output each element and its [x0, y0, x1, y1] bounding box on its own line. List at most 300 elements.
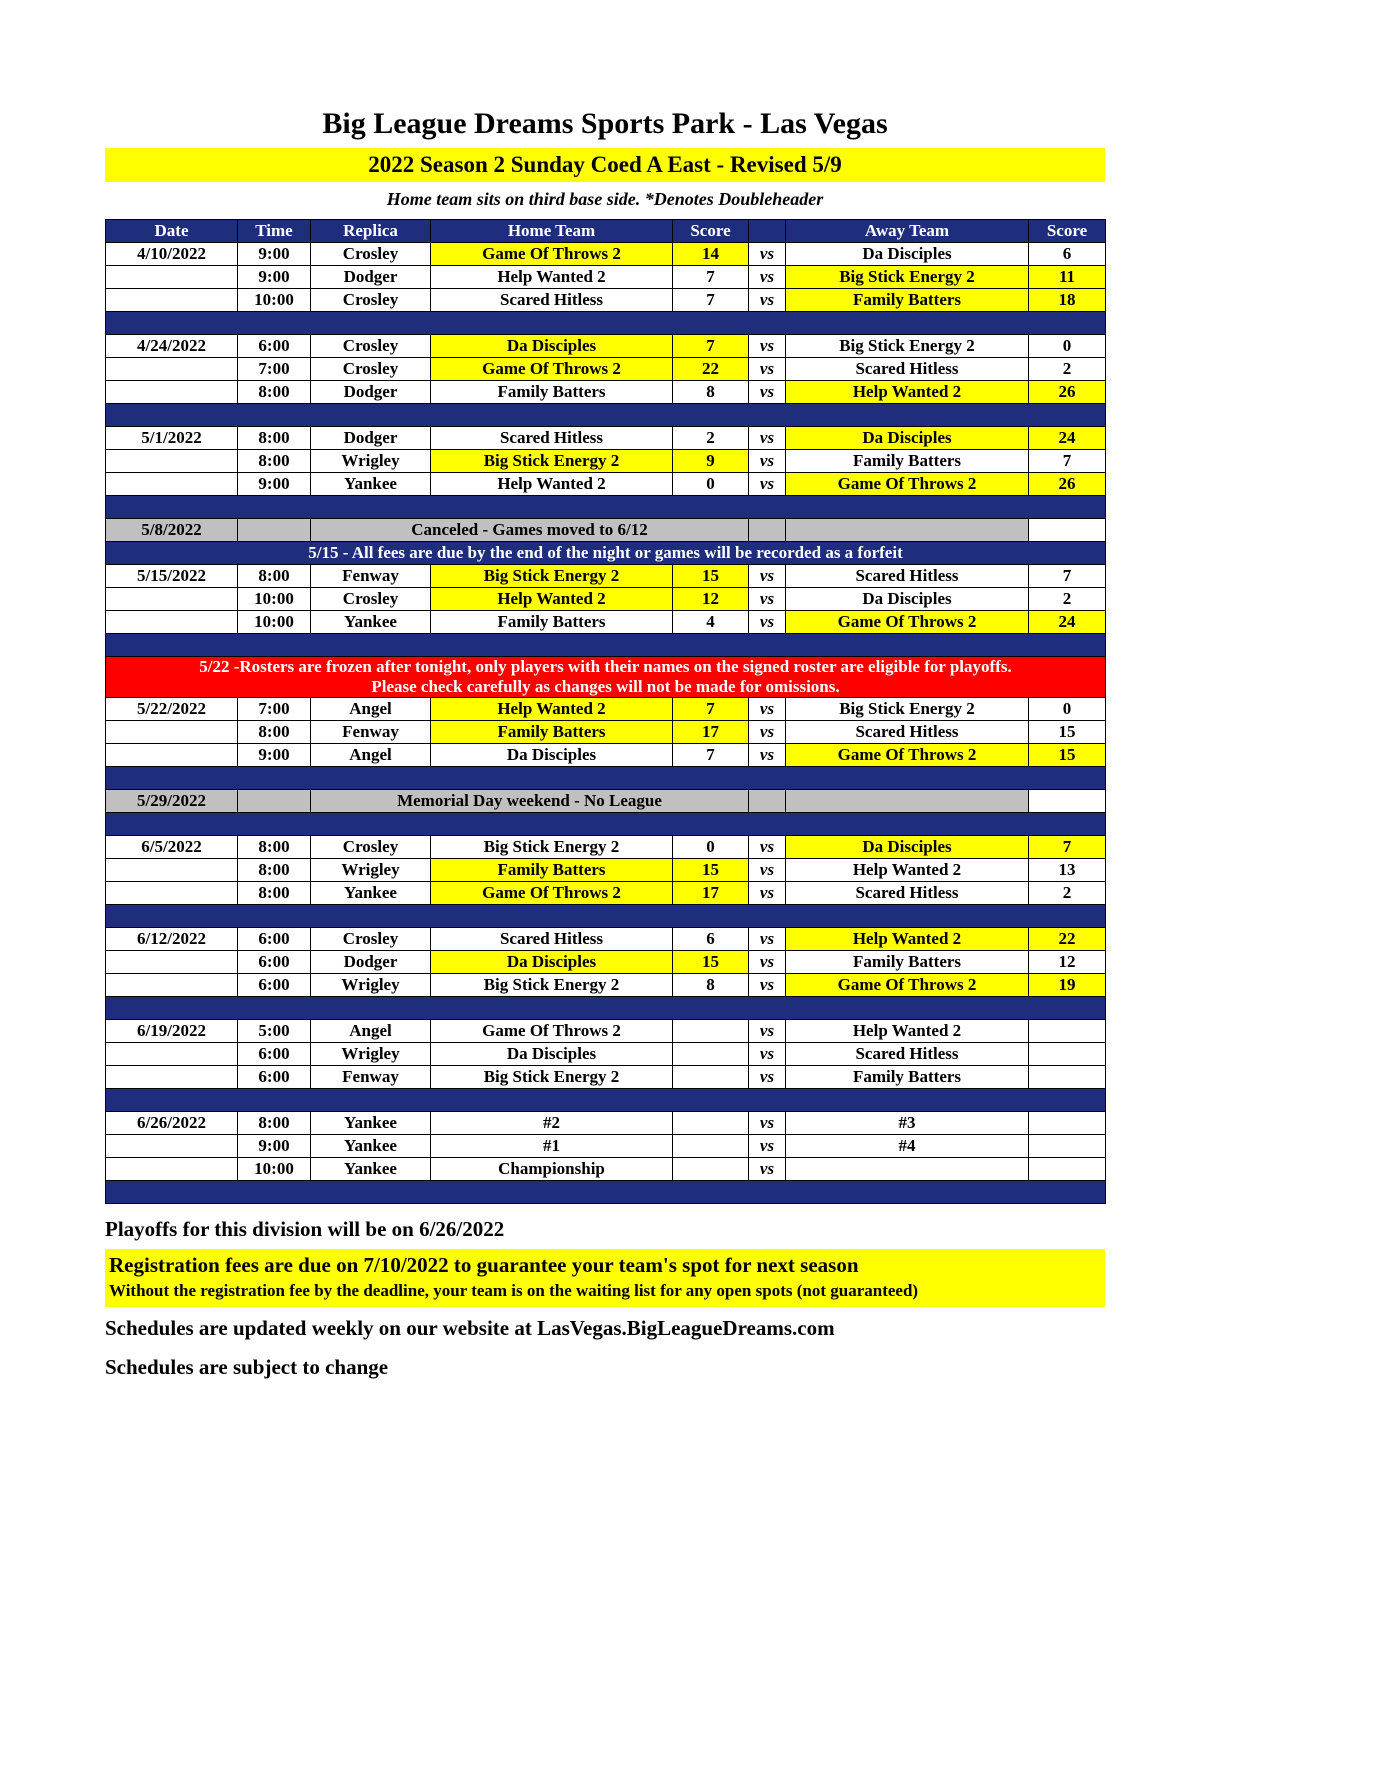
home-score-cell: 9 [673, 450, 749, 473]
vs-label: vs [749, 588, 786, 611]
vs-label: vs [749, 1043, 786, 1066]
away-team-cell: Game Of Throws 2 [786, 473, 1029, 496]
schedule-table [105, 219, 1106, 1204]
away-team-cell: Game Of Throws 2 [786, 744, 1029, 767]
date-cell: 5/1/2022 [106, 427, 238, 450]
time-cell: 7:00 [238, 698, 311, 721]
registration-line-1: Registration fees are due on 7/10/2022 to guarantee your team's spot for next season [109, 1253, 859, 1277]
away-score-cell: 7 [1029, 450, 1106, 473]
spacer-row [106, 767, 1106, 790]
away-team-cell: Scared Hitless [786, 721, 1029, 744]
home-team-cell: Championship [431, 1158, 673, 1181]
home-team-cell: Game Of Throws 2 [431, 882, 673, 905]
spacer-row [106, 496, 1106, 519]
home-score-cell: 7 [673, 266, 749, 289]
replica-cell: Crosley [311, 335, 431, 358]
replica-cell: Crosley [311, 358, 431, 381]
vs-label: vs [749, 1066, 786, 1089]
vs-cell [749, 790, 786, 813]
date-cell [106, 974, 238, 997]
spacer-row [106, 1089, 1106, 1112]
away-score-cell: 7 [1029, 836, 1106, 859]
date-cell: 6/5/2022 [106, 836, 238, 859]
replica-cell: Angel [311, 1020, 431, 1043]
date-cell [106, 744, 238, 767]
vs-label: vs [749, 882, 786, 905]
canceled-text-cell: Canceled - Games moved to 6/12 [311, 519, 749, 542]
time-cell: 8:00 [238, 859, 311, 882]
date-cell: 5/29/2022 [106, 790, 238, 813]
replica-cell: Angel [311, 698, 431, 721]
away-score-cell: 7 [1029, 565, 1106, 588]
subject-to-change-line: Schedules are subject to change [105, 1355, 389, 1379]
date-cell: 6/26/2022 [106, 1112, 238, 1135]
home-team-cell: Family Batters [431, 381, 673, 404]
vs-label: vs [749, 859, 786, 882]
game-row [106, 335, 1106, 358]
game-row [106, 611, 1106, 634]
home-score-cell: 2 [673, 427, 749, 450]
column-header-away-team: Away Team [786, 220, 1029, 243]
replica-cell: Crosley [311, 289, 431, 312]
time-cell: 10:00 [238, 289, 311, 312]
time-cell: 8:00 [238, 836, 311, 859]
home-team-cell: Scared Hitless [431, 427, 673, 450]
away-team-cell: Scared Hitless [786, 565, 1029, 588]
date-cell [106, 882, 238, 905]
game-row [106, 882, 1106, 905]
away-team-cell: Family Batters [786, 450, 1029, 473]
date-cell [106, 1135, 238, 1158]
time-cell: 8:00 [238, 450, 311, 473]
playoffs-line: Playoffs for this division will be on 6/26/2022 [105, 1217, 505, 1241]
away-team-cell: Da Disciples [786, 836, 1029, 859]
time-cell: 8:00 [238, 721, 311, 744]
notice-line: Please check carefully as changes will not be made for omissions. [371, 677, 840, 696]
away-team-cell: Scared Hitless [786, 358, 1029, 381]
canceled-row [106, 519, 1106, 542]
spacer-cell [106, 813, 1106, 836]
home-team-cell: #2 [431, 1112, 673, 1135]
time-cell: 8:00 [238, 565, 311, 588]
vs-label: vs [749, 698, 786, 721]
away-team-cell: Scared Hitless [786, 1043, 1029, 1066]
vs-label: vs [749, 1135, 786, 1158]
schedule-body [106, 243, 1106, 1204]
date-cell: 4/10/2022 [106, 243, 238, 266]
away-score-cell: 15 [1029, 744, 1106, 767]
replica-cell: Fenway [311, 565, 431, 588]
away-team-cell [786, 1158, 1029, 1181]
home-score-cell: 22 [673, 358, 749, 381]
time-cell: 5:00 [238, 1020, 311, 1043]
home-team-cell: #1 [431, 1135, 673, 1158]
registration-notice [105, 1249, 1105, 1307]
vs-label: vs [749, 1158, 786, 1181]
away-score-cell [1029, 1112, 1106, 1135]
away-score-cell: 26 [1029, 381, 1106, 404]
date-cell: 6/19/2022 [106, 1020, 238, 1043]
replica-cell: Angel [311, 744, 431, 767]
game-row [106, 381, 1106, 404]
away-team-cell: Big Stick Energy 2 [786, 266, 1029, 289]
game-row [106, 289, 1106, 312]
website-line: Schedules are updated weekly on our website at LasVegas.BigLeagueDreams.com [105, 1316, 835, 1340]
home-score-cell: 15 [673, 951, 749, 974]
vs-label: vs [749, 381, 786, 404]
home-score-cell [673, 1020, 749, 1043]
game-row [106, 744, 1106, 767]
time-cell: 10:00 [238, 611, 311, 634]
home-team-cell: Help Wanted 2 [431, 266, 673, 289]
home-score-cell: 0 [673, 836, 749, 859]
time-cell: 9:00 [238, 266, 311, 289]
away-team-cell: Game Of Throws 2 [786, 611, 1029, 634]
away-score-cell [1029, 1135, 1106, 1158]
home-score-cell: 7 [673, 289, 749, 312]
home-team-cell: Game Of Throws 2 [431, 243, 673, 266]
game-row [106, 588, 1106, 611]
home-score-cell [673, 1135, 749, 1158]
home-score-cell: 12 [673, 588, 749, 611]
column-header-home-team: Home Team [431, 220, 673, 243]
replica-cell: Yankee [311, 882, 431, 905]
column-header-vs [749, 220, 786, 243]
away-team-cell: Big Stick Energy 2 [786, 698, 1029, 721]
notice-red-row [106, 657, 1106, 698]
home-score-cell: 8 [673, 381, 749, 404]
home-team-cell: Scared Hitless [431, 928, 673, 951]
time-cell: 9:00 [238, 744, 311, 767]
home-score-cell [673, 1043, 749, 1066]
away-team-cell: #4 [786, 1135, 1029, 1158]
time-cell: 10:00 [238, 588, 311, 611]
home-team-cell: Help Wanted 2 [431, 698, 673, 721]
notice-line: 5/22 -Rosters are frozen after tonight, only players with their names on the signed roster are eligible for playoffs. [199, 657, 1012, 676]
spacer-cell [106, 997, 1106, 1020]
replica-cell: Dodger [311, 266, 431, 289]
vs-label: vs [749, 450, 786, 473]
away-score-cell [1029, 1020, 1106, 1043]
time-cell: 6:00 [238, 1043, 311, 1066]
replica-cell: Wrigley [311, 859, 431, 882]
vs-label: vs [749, 1020, 786, 1043]
time-cell: 6:00 [238, 335, 311, 358]
home-team-cell: Da Disciples [431, 744, 673, 767]
away-team-cell: Da Disciples [786, 243, 1029, 266]
game-row [106, 1135, 1106, 1158]
away-score-cell [1029, 1043, 1106, 1066]
away-score-cell: 12 [1029, 951, 1106, 974]
away-score-cell: 15 [1029, 721, 1106, 744]
column-header-score: Score [1029, 220, 1106, 243]
home-score-cell: 0 [673, 473, 749, 496]
home-team-cell: Help Wanted 2 [431, 588, 673, 611]
home-team-cell: Da Disciples [431, 335, 673, 358]
home-score-cell: 15 [673, 859, 749, 882]
game-row [106, 1158, 1106, 1181]
home-team-cell: Game Of Throws 2 [431, 1020, 673, 1043]
game-row [106, 859, 1106, 882]
date-cell [106, 1158, 238, 1181]
away-team-cell: Family Batters [786, 289, 1029, 312]
replica-cell: Crosley [311, 836, 431, 859]
replica-cell: Fenway [311, 1066, 431, 1089]
away-score-cell: 6 [1029, 243, 1106, 266]
vs-label: vs [749, 266, 786, 289]
away-score-cell: 24 [1029, 611, 1106, 634]
replica-cell: Crosley [311, 928, 431, 951]
time-cell: 8:00 [238, 1112, 311, 1135]
date-cell [106, 588, 238, 611]
away-score-cell: 0 [1029, 698, 1106, 721]
game-row [106, 565, 1106, 588]
away-team-cell: Scared Hitless [786, 882, 1029, 905]
away-team-cell: Family Batters [786, 1066, 1029, 1089]
away-score-cell: 2 [1029, 882, 1106, 905]
column-header-replica: Replica [311, 220, 431, 243]
date-cell: 5/15/2022 [106, 565, 238, 588]
spacer-cell [106, 767, 1106, 790]
date-cell [106, 951, 238, 974]
column-header-time: Time [238, 220, 311, 243]
vs-label: vs [749, 744, 786, 767]
replica-cell: Yankee [311, 611, 431, 634]
canceled-text-cell: Memorial Day weekend - No League [311, 790, 749, 813]
game-row [106, 836, 1106, 859]
spacer-cell [106, 634, 1106, 657]
date-cell: 5/22/2022 [106, 698, 238, 721]
replica-cell: Yankee [311, 1135, 431, 1158]
spacer-cell [106, 905, 1106, 928]
home-score-cell: 7 [673, 335, 749, 358]
game-row [106, 1066, 1106, 1089]
vs-label: vs [749, 473, 786, 496]
page-title: Big League Dreams Sports Park - Las Vegas [322, 107, 888, 140]
date-cell [106, 289, 238, 312]
spacer-row [106, 404, 1106, 427]
canceled-row [106, 790, 1106, 813]
home-team-cell: Family Batters [431, 859, 673, 882]
home-team-cell: Da Disciples [431, 1043, 673, 1066]
game-row [106, 1112, 1106, 1135]
home-score-cell [673, 1112, 749, 1135]
away-score-cell [1029, 519, 1106, 542]
vs-label: vs [749, 928, 786, 951]
spacer-row [106, 905, 1106, 928]
time-cell: 6:00 [238, 951, 311, 974]
replica-cell: Wrigley [311, 1043, 431, 1066]
home-score-cell [673, 1066, 749, 1089]
away-team-cell: Help Wanted 2 [786, 1020, 1029, 1043]
date-cell [106, 473, 238, 496]
home-score-cell: 7 [673, 698, 749, 721]
away-score-cell [1029, 790, 1106, 813]
home-score-cell [673, 1158, 749, 1181]
game-row [106, 698, 1106, 721]
replica-cell: Crosley [311, 243, 431, 266]
time-cell: 9:00 [238, 473, 311, 496]
away-score-cell: 22 [1029, 928, 1106, 951]
column-header-score: Score [673, 220, 749, 243]
home-team-cell: Family Batters [431, 611, 673, 634]
date-cell: 6/12/2022 [106, 928, 238, 951]
home-score-cell: 8 [673, 974, 749, 997]
time-cell [238, 519, 311, 542]
replica-cell: Wrigley [311, 974, 431, 997]
away-team-cell: #3 [786, 1112, 1029, 1135]
spacer-row [106, 634, 1106, 657]
replica-cell: Yankee [311, 1112, 431, 1135]
time-cell: 6:00 [238, 928, 311, 951]
date-cell [106, 266, 238, 289]
away-team-cell: Game Of Throws 2 [786, 974, 1029, 997]
time-cell: 8:00 [238, 882, 311, 905]
away-score-cell: 13 [1029, 859, 1106, 882]
away-score-cell: 19 [1029, 974, 1106, 997]
home-team-cell: Big Stick Energy 2 [431, 974, 673, 997]
replica-cell: Dodger [311, 427, 431, 450]
away-team-cell: Big Stick Energy 2 [786, 335, 1029, 358]
date-cell [106, 859, 238, 882]
away-team-cell: Family Batters [786, 951, 1029, 974]
time-cell: 8:00 [238, 427, 311, 450]
replica-cell: Yankee [311, 1158, 431, 1181]
date-cell [106, 1066, 238, 1089]
home-team-cell: Game Of Throws 2 [431, 358, 673, 381]
time-cell: 6:00 [238, 974, 311, 997]
home-score-cell: 6 [673, 928, 749, 951]
away-score-cell: 2 [1029, 358, 1106, 381]
spacer-cell [106, 1181, 1106, 1204]
column-header-date: Date [106, 220, 238, 243]
away-team-cell: Da Disciples [786, 588, 1029, 611]
spacer-row [106, 997, 1106, 1020]
game-row [106, 266, 1106, 289]
vs-label: vs [749, 289, 786, 312]
time-cell [238, 790, 311, 813]
home-score-cell: 14 [673, 243, 749, 266]
time-cell: 6:00 [238, 1066, 311, 1089]
vs-label: vs [749, 836, 786, 859]
date-cell [106, 1043, 238, 1066]
vs-label: vs [749, 951, 786, 974]
time-cell: 7:00 [238, 358, 311, 381]
spacer-cell [106, 312, 1106, 335]
vs-label: vs [749, 1112, 786, 1135]
header-row [106, 220, 1106, 243]
vs-label: vs [749, 974, 786, 997]
game-row [106, 427, 1106, 450]
vs-label: vs [749, 565, 786, 588]
home-team-cell: Big Stick Energy 2 [431, 565, 673, 588]
vs-label: vs [749, 358, 786, 381]
away-score-cell: 11 [1029, 266, 1106, 289]
home-team-cell: Big Stick Energy 2 [431, 836, 673, 859]
time-cell: 9:00 [238, 1135, 311, 1158]
away-score-cell: 24 [1029, 427, 1106, 450]
spacer-cell [106, 496, 1106, 519]
away-score-cell: 0 [1029, 335, 1106, 358]
home-score-cell: 4 [673, 611, 749, 634]
game-row [106, 450, 1106, 473]
vs-label: vs [749, 611, 786, 634]
replica-cell: Crosley [311, 588, 431, 611]
vs-label: vs [749, 335, 786, 358]
home-team-cell: Help Wanted 2 [431, 473, 673, 496]
away-score-cell: 18 [1029, 289, 1106, 312]
season-banner: 2022 Season 2 Sunday Coed A East - Revised 5/9 [105, 148, 1105, 182]
home-team-cell: Da Disciples [431, 951, 673, 974]
vs-label: vs [749, 721, 786, 744]
date-cell [106, 358, 238, 381]
home-score-cell: 17 [673, 882, 749, 905]
spacer-cell [106, 1089, 1106, 1112]
away-score-cell: 2 [1029, 588, 1106, 611]
time-cell: 9:00 [238, 243, 311, 266]
notice-text-cell [106, 657, 1106, 698]
game-row [106, 951, 1106, 974]
game-row [106, 473, 1106, 496]
home-team-cell: Scared Hitless [431, 289, 673, 312]
spacer-row [106, 312, 1106, 335]
game-row [106, 1020, 1106, 1043]
game-row [106, 928, 1106, 951]
vs-label: vs [749, 243, 786, 266]
date-cell [106, 450, 238, 473]
registration-line-2: Without the registration fee by the deadline, your team is on the waiting list for any open spots (not guaranteed) [109, 1281, 919, 1300]
date-cell: 4/24/2022 [106, 335, 238, 358]
spacer-row [106, 813, 1106, 836]
away-team-cell: Help Wanted 2 [786, 381, 1029, 404]
game-row [106, 1043, 1106, 1066]
vs-label: vs [749, 427, 786, 450]
home-score-cell: 17 [673, 721, 749, 744]
time-cell: 8:00 [238, 381, 311, 404]
schedule-page [105, 0, 1105, 1381]
date-cell: 5/8/2022 [106, 519, 238, 542]
away-team-cell [786, 790, 1029, 813]
time-cell: 10:00 [238, 1158, 311, 1181]
replica-cell: Dodger [311, 951, 431, 974]
game-row [106, 243, 1106, 266]
replica-cell: Fenway [311, 721, 431, 744]
away-score-cell: 26 [1029, 473, 1106, 496]
date-cell [106, 611, 238, 634]
away-team-cell: Help Wanted 2 [786, 859, 1029, 882]
game-row [106, 358, 1106, 381]
vs-cell [749, 519, 786, 542]
away-score-cell [1029, 1158, 1106, 1181]
home-team-cell: Big Stick Energy 2 [431, 1066, 673, 1089]
spacer-row [106, 1181, 1106, 1204]
spacer-cell [106, 404, 1106, 427]
away-team-cell: Help Wanted 2 [786, 928, 1029, 951]
away-team-cell [786, 519, 1029, 542]
away-team-cell: Da Disciples [786, 427, 1029, 450]
notice-navy-row [106, 542, 1106, 565]
date-cell [106, 381, 238, 404]
replica-cell: Wrigley [311, 450, 431, 473]
footer [105, 1216, 1105, 1381]
home-team-cell: Big Stick Energy 2 [431, 450, 673, 473]
home-score-cell: 7 [673, 744, 749, 767]
notice-text-cell: 5/15 - All fees are due by the end of the night or games will be recorded as a forfeit [106, 542, 1106, 565]
away-score-cell [1029, 1066, 1106, 1089]
home-team-cell: Family Batters [431, 721, 673, 744]
game-row [106, 721, 1106, 744]
replica-cell: Yankee [311, 473, 431, 496]
